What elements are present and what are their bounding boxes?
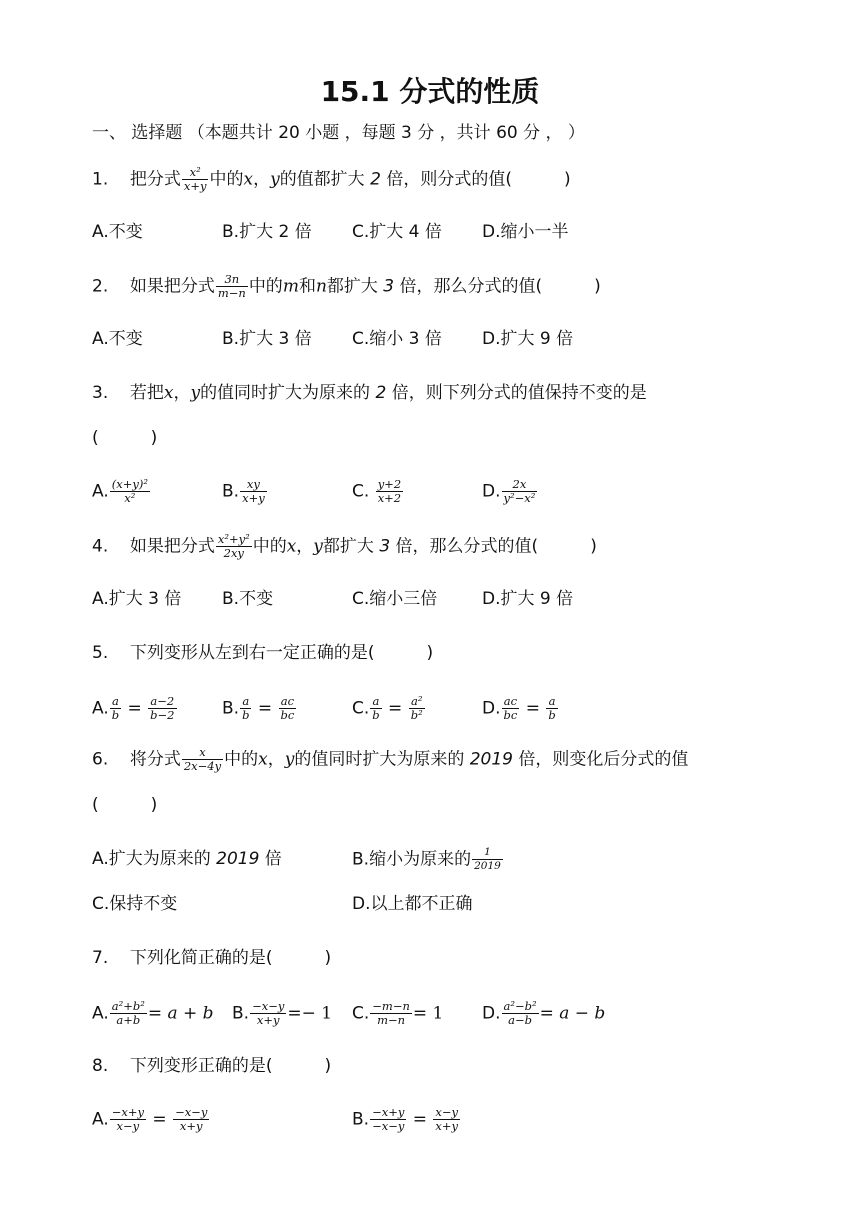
question-text: 中的 [224, 749, 259, 770]
fraction [110, 478, 150, 505]
option-label: B. [232, 1003, 250, 1024]
option-text: B.缩小为原来的 [352, 849, 472, 870]
question-text: 都扩大 [322, 536, 380, 557]
fraction-numerator: a−2 [148, 695, 176, 709]
question-number: 4. [92, 536, 109, 557]
factor-value: 2019 [469, 749, 513, 770]
fraction-numerator: −m−n [372, 999, 410, 1013]
option-label: D. [482, 698, 501, 719]
fraction-denominator: x+y [256, 1013, 280, 1027]
option-a: A.不变 [92, 222, 143, 242]
question-text: ， [253, 169, 271, 190]
option-d [482, 478, 538, 505]
fraction-denominator: bc [503, 708, 518, 722]
fraction [148, 695, 176, 722]
question-text: 倍，则分式的值( [380, 169, 512, 190]
fraction-numerator: x² [182, 166, 209, 180]
fraction-denominator: a+b [116, 1013, 141, 1027]
math-variable: x [258, 749, 268, 770]
fraction-denominator: b² [410, 708, 423, 722]
option-label: C. [352, 698, 370, 719]
fraction [370, 1106, 406, 1133]
equals-sign: = [252, 698, 278, 719]
fraction-numerator: ac [279, 695, 297, 709]
answer-blank-close: ) [590, 536, 597, 557]
fraction [250, 1000, 286, 1027]
question-text: ， [296, 536, 314, 557]
fraction-numerator: 1 [472, 846, 503, 860]
section-heading: 一、 选择题 （本题共计 20 小题 ，每题 3 分 ，共计 60 分 ， ） [92, 123, 585, 143]
fraction [376, 478, 403, 505]
equals-sign: = [382, 698, 408, 719]
fraction [502, 695, 520, 722]
fraction [502, 478, 538, 505]
fraction-denominator: a−b [508, 1013, 532, 1027]
option-a: A.不变 [92, 329, 143, 349]
question-text: 的值同时扩大为原来的 [294, 749, 470, 770]
option-label: C. [352, 1003, 370, 1024]
math-variable: x [243, 169, 254, 190]
question-3-blank [92, 425, 157, 451]
factor-value: 2019 [216, 849, 260, 869]
option-d: D.扩大 9 倍 [482, 589, 574, 609]
fraction-numerator: a [370, 695, 381, 709]
fraction [110, 695, 121, 722]
equation-rhs: = 1 [412, 1003, 444, 1024]
question-2 [92, 273, 601, 300]
question-text: 如果把分式 [129, 536, 215, 557]
option-b [222, 478, 268, 505]
fraction-numerator: ac [502, 695, 520, 709]
fraction [182, 166, 209, 193]
question-text: 倍，那么分式的值( [394, 276, 543, 297]
question-text: 将分式 [129, 749, 181, 770]
fraction [110, 1106, 146, 1133]
fraction-numerator: a [546, 695, 557, 709]
question-text: 下列化简正确的是( [129, 948, 273, 968]
question-text: 若把 [129, 383, 164, 403]
answer-blank-close: ) [426, 643, 434, 663]
equals-sign: = [520, 698, 546, 719]
question-number: 3. [92, 383, 109, 403]
fraction [182, 746, 223, 773]
option-b [352, 1106, 461, 1133]
fraction-numerator: −x−y [175, 1105, 208, 1119]
answer-blank-open: ( [92, 795, 99, 815]
question-5 [92, 640, 433, 666]
option-d: D.以上都不正确 [352, 894, 473, 914]
fraction-denominator: 2xy [223, 546, 244, 560]
fraction-numerator: (x+y)² [111, 477, 148, 491]
question-text: ， [173, 383, 191, 403]
fraction [216, 533, 252, 560]
option-d: D.缩小一半 [482, 222, 569, 242]
fraction-numerator: y+2 [377, 477, 402, 491]
fraction [173, 1106, 209, 1133]
fraction-denominator: b [242, 708, 250, 722]
question-3 [92, 380, 647, 406]
answer-blank-open: ( [92, 428, 99, 448]
fraction [370, 1000, 412, 1027]
fraction [409, 695, 425, 722]
option-c [352, 1000, 443, 1027]
question-text: 如果把分式 [129, 276, 215, 297]
math-variable: m [282, 276, 299, 297]
fraction [240, 695, 251, 722]
factor-value: 3 [383, 276, 395, 297]
question-text: 中的 [248, 276, 283, 297]
fraction-denominator: b [372, 708, 380, 722]
fraction-denominator: x² [124, 491, 136, 505]
question-6 [92, 746, 688, 773]
math-variable: y [190, 383, 201, 403]
question-text: 中的 [209, 169, 244, 190]
factor-value: 2 [375, 383, 387, 403]
question-4 [92, 533, 597, 560]
option-b [222, 695, 297, 722]
fraction-denominator: x−y [116, 1119, 140, 1133]
fraction [472, 846, 503, 873]
answer-blank-close: ) [150, 428, 158, 448]
math-variable: y [270, 169, 280, 190]
question-number: 5. [92, 643, 109, 663]
option-text: A.扩大为原来的 [92, 849, 217, 869]
option-label: B. [352, 1109, 370, 1130]
fraction-numerator: −x+y [372, 1105, 405, 1119]
fraction-denominator: −x−y [372, 1119, 405, 1133]
answer-blank-close: ) [563, 169, 571, 190]
fraction-numerator: a [110, 695, 121, 709]
fraction [502, 1000, 539, 1027]
answer-blank-close: ) [150, 795, 158, 815]
option-label: A. [92, 1109, 109, 1130]
factor-value: 2 [370, 169, 381, 190]
question-text: 下列变形从左到右一定正确的是( [129, 643, 375, 663]
fraction [546, 695, 557, 722]
option-c: C.缩小三倍 [352, 589, 438, 609]
equals-sign: = [147, 1109, 173, 1130]
fraction-numerator: −x−y [252, 999, 285, 1013]
question-8 [92, 1053, 331, 1079]
fraction-denominator: b−2 [150, 708, 175, 722]
fraction [370, 695, 381, 722]
question-number: 7. [92, 948, 109, 968]
math-variable: x [286, 536, 297, 557]
question-number: 6. [92, 749, 109, 770]
answer-blank-close: ) [324, 1056, 332, 1076]
option-label: C. [352, 481, 375, 502]
option-a [92, 1000, 214, 1027]
option-c: C.缩小 3 倍 [352, 329, 442, 349]
fraction [433, 1106, 460, 1133]
fraction-numerator: x [182, 746, 223, 760]
fraction-numerator: a [240, 695, 251, 709]
option-c [352, 478, 404, 505]
option-label: A. [92, 481, 109, 502]
option-a [92, 478, 151, 505]
fraction-denominator: x+y [183, 179, 207, 193]
answer-blank-close: ) [324, 948, 332, 968]
fraction-numerator: x−y [435, 1105, 459, 1119]
option-a [92, 1106, 210, 1133]
option-c: C.保持不变 [92, 894, 178, 914]
option-d: D.扩大 9 倍 [482, 329, 574, 349]
fraction-denominator: m−n [217, 286, 246, 300]
fraction-numerator: −x+y [111, 1105, 144, 1119]
option-a [92, 846, 282, 872]
math-variable: y [313, 536, 323, 557]
option-b: B.扩大 2 倍 [222, 222, 312, 242]
fraction-numerator: 2x [502, 478, 538, 492]
option-b [232, 1000, 332, 1027]
option-d [482, 1000, 605, 1027]
option-a [92, 695, 178, 722]
question-text: 下列变形正确的是( [129, 1056, 273, 1076]
math-variable: x [163, 383, 174, 403]
question-1 [92, 166, 571, 193]
fraction-numerator: a²−b² [503, 999, 537, 1013]
page-title: 15.1 分式的性质 [320, 75, 540, 108]
equals-sign: = [122, 698, 148, 719]
fraction-numerator: a²+b² [111, 999, 145, 1013]
answer-blank-close: ) [594, 276, 601, 297]
option-label: A. [92, 698, 109, 719]
fraction-numerator: a² [409, 695, 425, 709]
option-b: B.不变 [222, 589, 274, 609]
question-text: 倍，则变化后分式的值 [513, 749, 689, 770]
fraction-numerator: xy [240, 478, 267, 492]
question-text: 倍，那么分式的值( [390, 536, 539, 557]
fraction-denominator: b [548, 708, 556, 722]
question-text: 的值都扩大 [279, 169, 371, 190]
question-text: 和 [298, 276, 316, 297]
fraction-denominator: x+2 [377, 491, 402, 505]
fraction-denominator: b [111, 708, 120, 722]
option-text: 倍 [259, 849, 282, 869]
fraction [279, 695, 297, 722]
fraction-denominator: bc [280, 708, 295, 722]
question-number: 1. [92, 169, 109, 190]
option-label: A. [92, 1003, 109, 1024]
fraction-denominator: x+y [435, 1119, 459, 1133]
question-text: 中的 [252, 536, 287, 557]
fraction [240, 478, 267, 505]
math-variable: y [284, 749, 295, 770]
option-label: D. [482, 1003, 501, 1024]
question-text: 倍，则下列分式的值保持不变的是 [386, 383, 647, 403]
fraction [216, 273, 248, 300]
option-b [352, 846, 504, 873]
fraction-numerator: x²+y² [217, 532, 250, 546]
option-label: D. [482, 481, 501, 502]
question-6-blank [92, 792, 157, 818]
option-label: B. [222, 698, 240, 719]
fraction-denominator: y²−x² [503, 491, 536, 505]
equation-rhs: = a + b [147, 1003, 214, 1024]
question-7 [92, 945, 331, 971]
option-label: B. [222, 481, 240, 502]
option-a: A.扩大 3 倍 [92, 589, 182, 609]
fraction-denominator: x+y [179, 1119, 203, 1133]
fraction-denominator: x+y [242, 491, 265, 505]
equals-sign: = [407, 1109, 433, 1130]
question-text: 都扩大 [326, 276, 384, 297]
factor-value: 3 [379, 536, 391, 557]
fraction-denominator: m−n [377, 1013, 406, 1027]
fraction-denominator: 2019 [474, 860, 501, 872]
fraction [110, 1000, 147, 1027]
fraction-denominator: 2x−4y [183, 759, 222, 773]
option-c [352, 695, 426, 722]
question-number: 8. [92, 1056, 109, 1076]
equation-rhs: = a − b [539, 1003, 606, 1024]
question-number: 2. [92, 276, 109, 297]
question-text: 把分式 [129, 169, 181, 190]
question-text: 的值同时扩大为原来的 [200, 383, 376, 403]
option-c: C.扩大 4 倍 [352, 222, 442, 242]
option-b: B.扩大 3 倍 [222, 329, 312, 349]
equation-rhs: =− 1 [287, 1003, 333, 1024]
math-variable: n [315, 276, 327, 297]
option-d [482, 695, 559, 722]
question-text: ， [267, 749, 285, 770]
fraction-numerator: 3n [216, 273, 248, 287]
